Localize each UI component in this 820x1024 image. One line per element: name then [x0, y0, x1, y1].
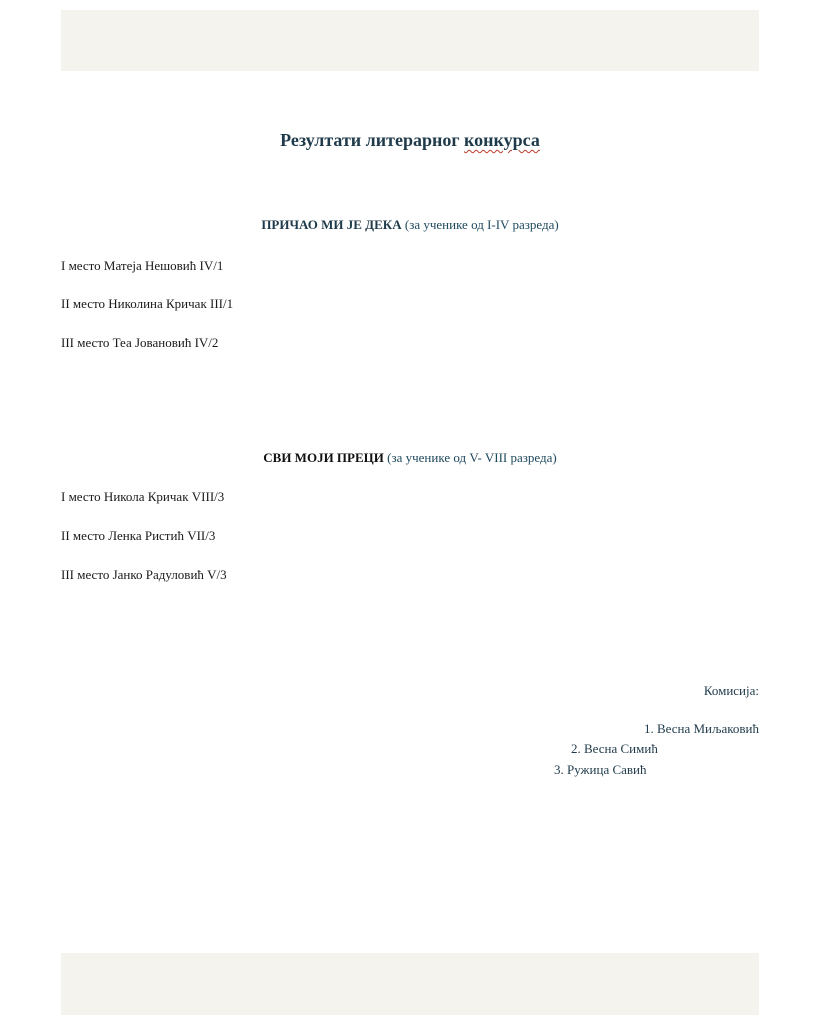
- result-line: II место Ленка Ристић VII/3: [61, 528, 216, 543]
- title-misspelled-word: конкурса: [464, 130, 540, 150]
- result-line: II место Николина Кричак III/1: [61, 296, 234, 311]
- committee-member: 1. Весна Миљаковић: [643, 721, 759, 736]
- section-heading-title: ПРИЧАО МИ ЈЕ ДЕКА: [261, 217, 402, 232]
- page-footer-band: [61, 953, 759, 1015]
- result-line: III место Теа Јовановић IV/2: [61, 335, 219, 350]
- section-heading-2: [0, 450, 820, 466]
- result-line: I место Матеја Нешовић IV/1: [61, 258, 224, 273]
- result-line: III место Јанко Радуловић V/3: [61, 567, 227, 582]
- title-prefix: Резултати литерарног: [280, 130, 460, 150]
- section-heading-grades: (за ученике од I-IV разреда): [404, 217, 559, 232]
- page-header-band: [61, 10, 759, 71]
- page-title: [0, 130, 820, 151]
- committee-member: 3. Ружица Савић: [554, 762, 647, 777]
- result-line: I место Никола Кричак VIII/3: [61, 489, 225, 504]
- section-heading-1: [0, 217, 820, 233]
- section-heading-title: СВИ МОЈИ ПРЕЦИ: [263, 450, 384, 465]
- section-heading-grades: (за ученике од V- VIII разреда): [387, 450, 557, 465]
- committee-label: Комисија:: [703, 683, 759, 698]
- committee-member: 2. Весна Симић: [571, 741, 658, 756]
